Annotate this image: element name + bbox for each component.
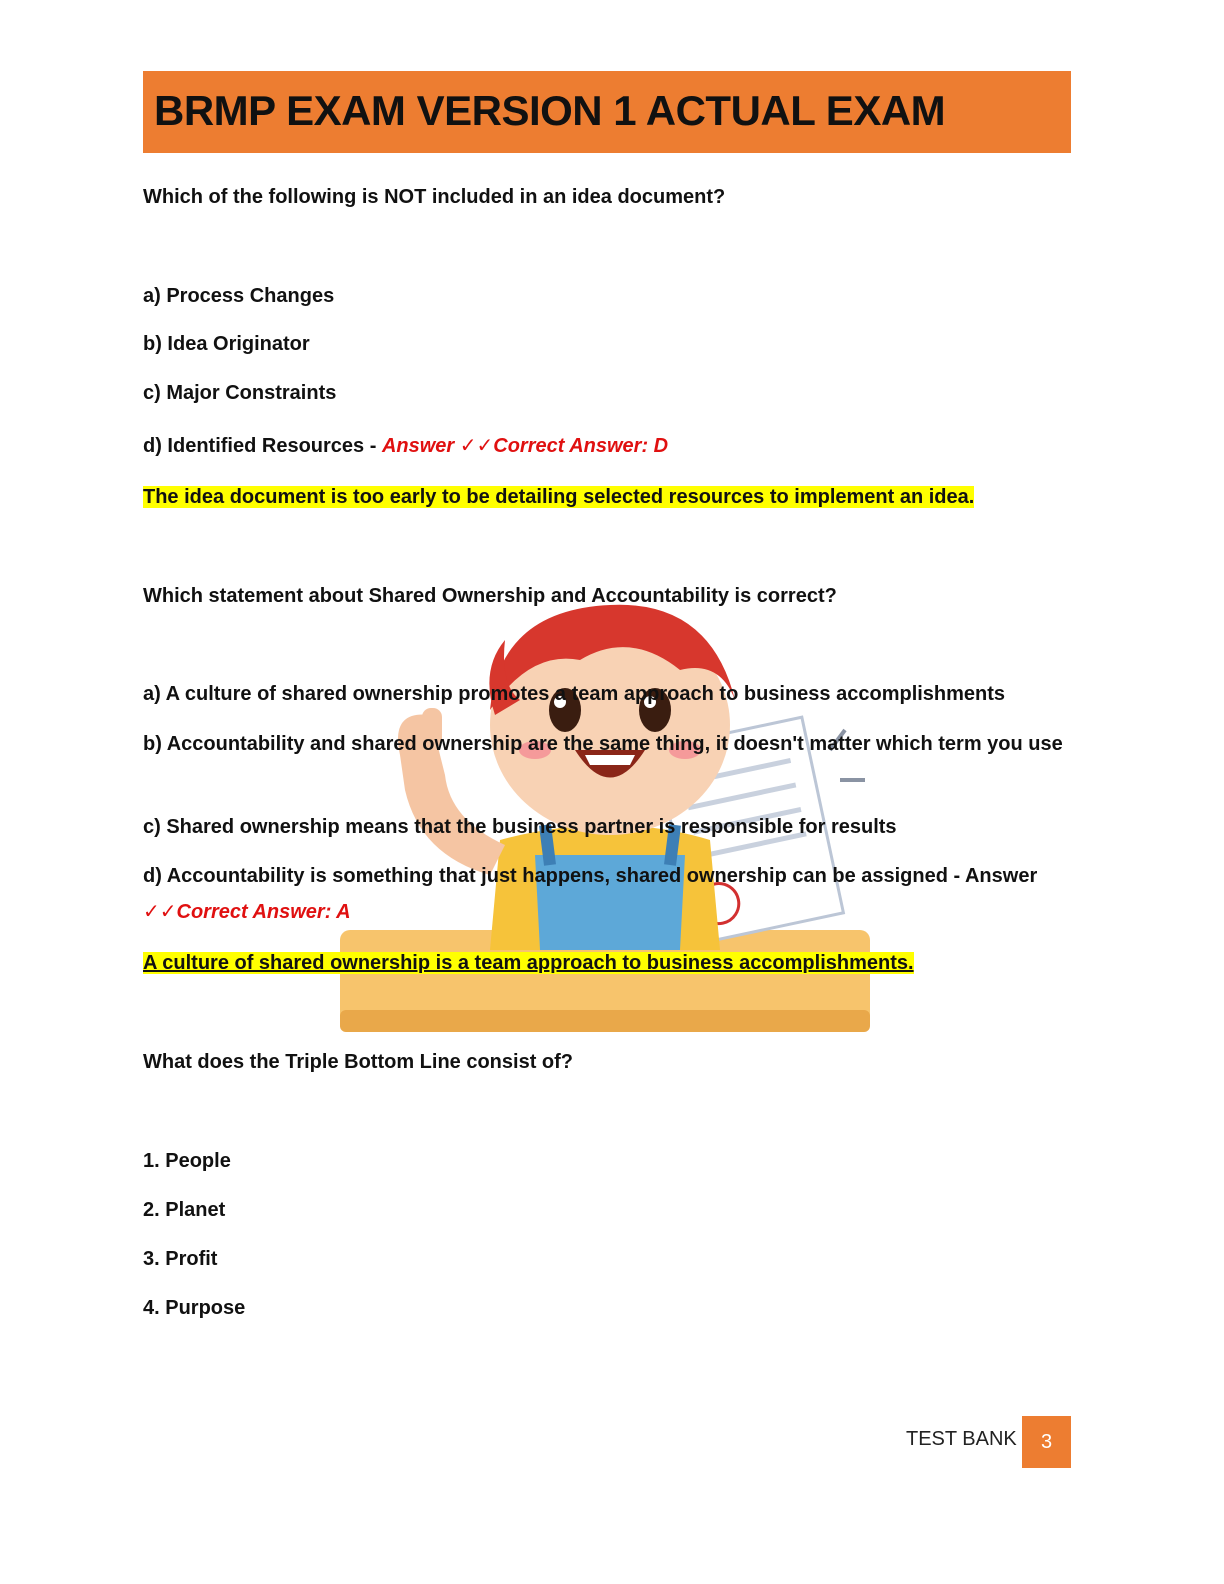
q2-explanation-row (143, 946, 914, 980)
q1-option-a: a) Process Changes (143, 285, 335, 307)
footer-label: TEST BANK (906, 1428, 1017, 1450)
q1-option-d-row (143, 429, 668, 463)
q2-option-d: d) Accountability is something that just happens, shared ownership can be assigned - Answer (143, 865, 1038, 887)
q3-item: 3. Profit (143, 1248, 218, 1270)
q1-explanation: The idea document is too early to be detailing selected resources to implement an idea. (143, 486, 975, 508)
q1-option-b: b) Idea Originator (143, 333, 310, 355)
q3-item: 1. People (143, 1150, 231, 1172)
q3-item: 2. Planet (143, 1199, 226, 1221)
q2-option-c: c) Shared ownership means that the business partner is responsible for results (143, 816, 897, 838)
q2-explanation: A culture of shared ownership is a team approach to business accomplishments. (143, 952, 914, 974)
q2-correct-answer: ✓✓Correct Answer: A (143, 901, 351, 923)
q2-option-a: a) A culture of shared ownership promotes a team approach to business accomplishments (143, 683, 1006, 705)
q1-correct-answer: Answer ✓✓Correct Answer: D (381, 435, 669, 457)
title-banner (143, 71, 1071, 153)
q1-explanation-row (143, 480, 974, 514)
question-2: Which statement about Shared Ownership and Accountability is correct? (143, 585, 837, 607)
q1-option-d: d) Identified Resources - (143, 435, 382, 457)
q3-item: 4. Purpose (143, 1297, 246, 1319)
question-1: Which of the following is NOT included in an idea document? (143, 186, 726, 208)
q1-option-c: c) Major Constraints (143, 382, 337, 404)
page-number: 3 (1022, 1416, 1071, 1468)
page-title: BRMP EXAM VERSION 1 ACTUAL EXAM (154, 87, 946, 134)
q2-option-b: b) Accountability and shared ownership are the same thing, it doesn't matter which term you use (143, 733, 1063, 755)
question-3: What does the Triple Bottom Line consist of? (143, 1051, 574, 1073)
